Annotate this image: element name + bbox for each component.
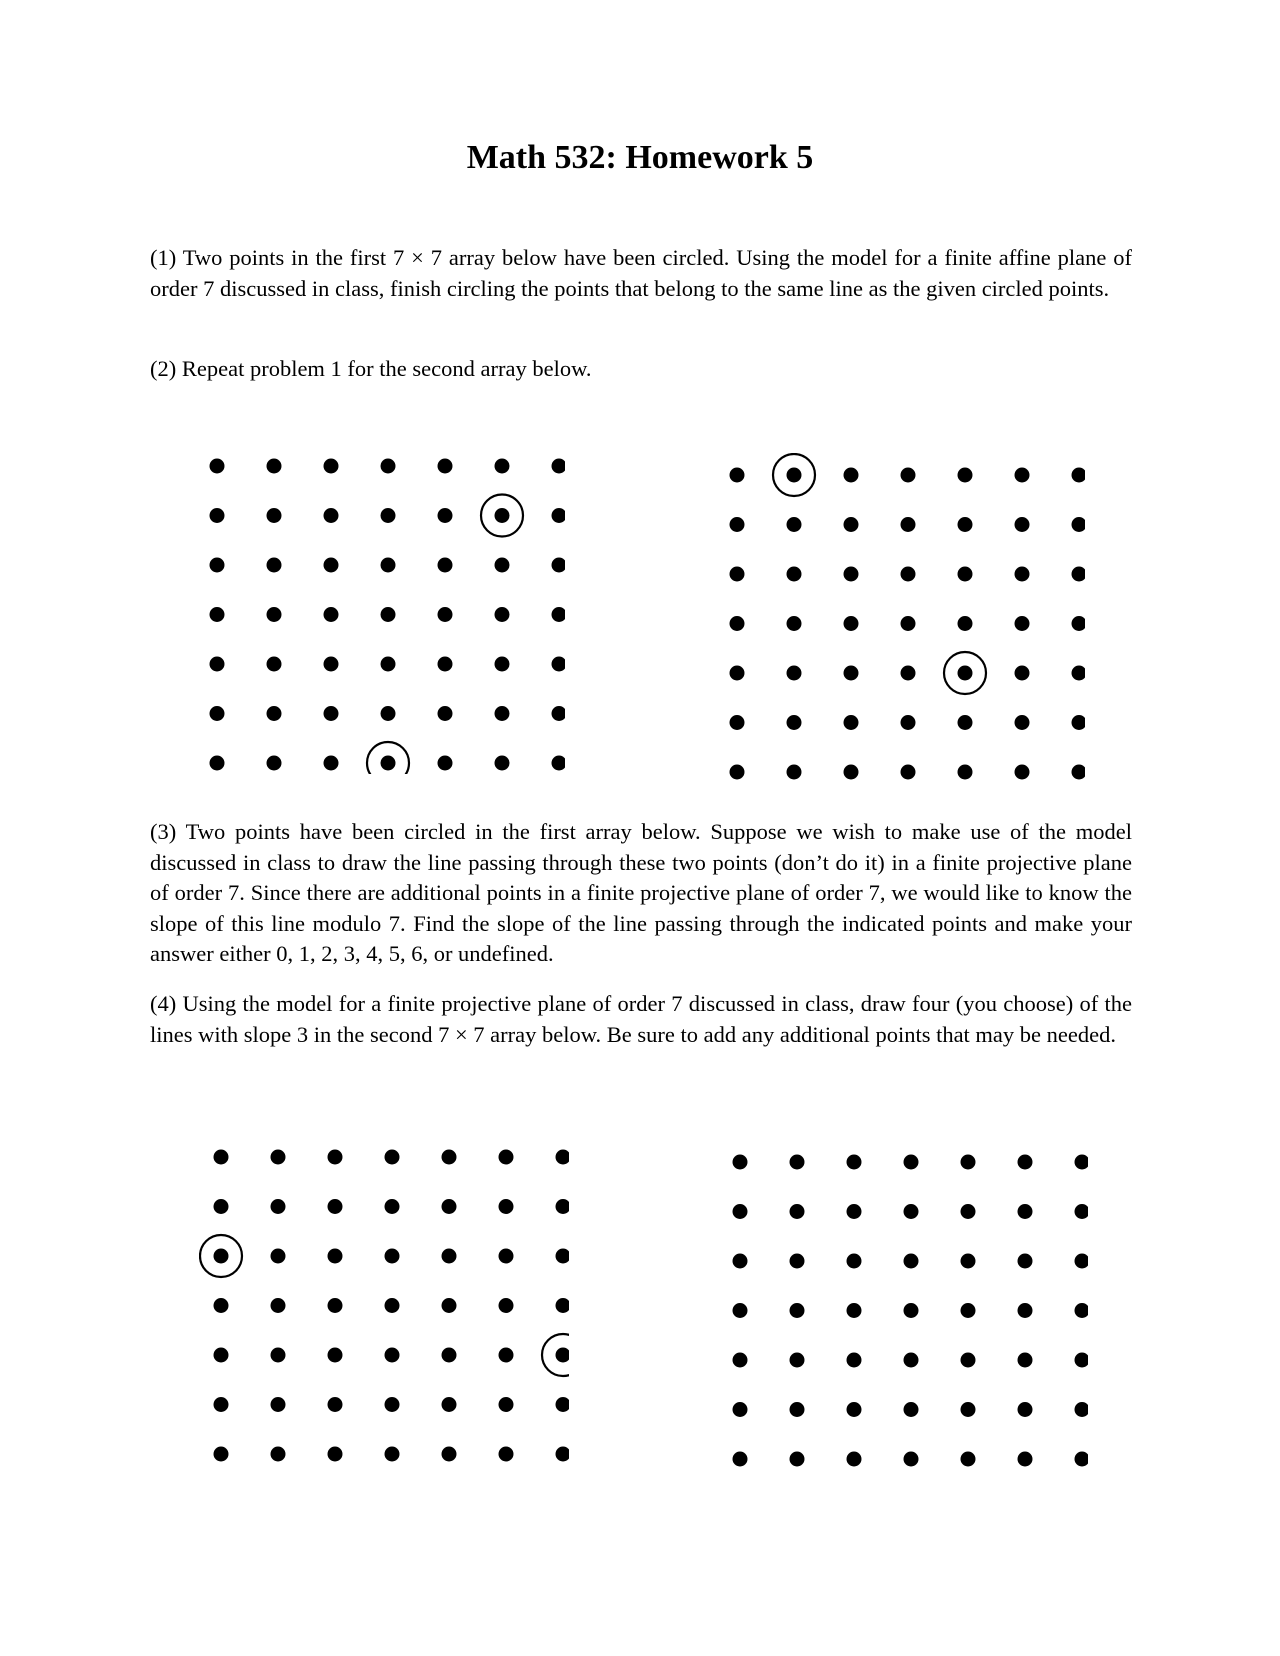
grid-point <box>901 715 916 730</box>
grid-point <box>1072 765 1086 780</box>
grid-point <box>790 1402 805 1417</box>
grid-point <box>787 715 802 730</box>
grid-point <box>438 459 453 474</box>
grid-point <box>787 666 802 681</box>
grid-point <box>1015 517 1030 532</box>
grid-point <box>1018 1303 1033 1318</box>
grid-point <box>271 1199 286 1214</box>
grid-point <box>847 1353 862 1368</box>
grid-point <box>847 1402 862 1417</box>
grid-point <box>267 657 282 672</box>
grid-point <box>844 567 859 582</box>
grid-point <box>381 756 396 771</box>
grid-point <box>210 508 225 523</box>
grid-point <box>438 657 453 672</box>
grid-point <box>499 1150 514 1165</box>
grid-point <box>324 756 339 771</box>
grid-point <box>552 706 566 721</box>
grid-point <box>844 715 859 730</box>
grid-point <box>210 657 225 672</box>
grid-point <box>267 607 282 622</box>
grid-point <box>901 567 916 582</box>
grid-point <box>1018 1254 1033 1269</box>
grid-point <box>1072 616 1086 631</box>
grid-point <box>1072 666 1086 681</box>
problem-1-text: (1) Two points in the first 7 × 7 array below have been circled. Using the model for a finite affine plane of order 7 discussed in class, finish circling the points that belong to the same line as the given circled points. <box>150 245 1132 301</box>
grid-point <box>442 1249 457 1264</box>
grid-point <box>847 1204 862 1219</box>
grid-point <box>214 1447 229 1462</box>
grid-point <box>1018 1155 1033 1170</box>
grid-point <box>267 508 282 523</box>
grid-point <box>495 706 510 721</box>
problem-2-text: (2) Repeat problem 1 for the second array below. <box>150 356 592 381</box>
grid-point <box>499 1447 514 1462</box>
grid-point <box>324 657 339 672</box>
grid-point <box>958 567 973 582</box>
grid-point <box>442 1397 457 1412</box>
grid-point <box>958 616 973 631</box>
grid-point <box>1018 1353 1033 1368</box>
grid-point <box>495 508 510 523</box>
grid-point <box>844 468 859 483</box>
grid-point <box>385 1348 400 1363</box>
page-title: Math 532: Homework 5 <box>466 139 814 176</box>
grid-point <box>1018 1452 1033 1467</box>
dot-array-1 <box>195 444 565 774</box>
grid-point <box>958 715 973 730</box>
grid-point <box>210 459 225 474</box>
grid-point <box>556 1447 570 1462</box>
grid-point <box>787 765 802 780</box>
grid-point <box>904 1254 919 1269</box>
grid-point <box>328 1447 343 1462</box>
grid-point <box>328 1249 343 1264</box>
grid-point <box>552 558 566 573</box>
grid-point <box>381 657 396 672</box>
grid-point <box>381 558 396 573</box>
grid-point <box>733 1204 748 1219</box>
grid-point <box>733 1452 748 1467</box>
grid-point <box>790 1353 805 1368</box>
grid-point <box>438 508 453 523</box>
grid-point <box>324 508 339 523</box>
grid-point <box>958 666 973 681</box>
grid-point <box>495 607 510 622</box>
grid-point <box>328 1298 343 1313</box>
grid-point <box>442 1199 457 1214</box>
grid-point <box>552 657 566 672</box>
grid-point <box>790 1204 805 1219</box>
grid-point <box>210 558 225 573</box>
grid-point <box>556 1348 570 1363</box>
grid-point <box>552 508 566 523</box>
grid-point <box>381 607 396 622</box>
grid-point <box>556 1397 570 1412</box>
grid-point <box>499 1348 514 1363</box>
grid-point <box>790 1254 805 1269</box>
grid-point <box>210 706 225 721</box>
grid-point <box>730 468 745 483</box>
grid-point <box>787 517 802 532</box>
grid-point <box>1075 1204 1089 1219</box>
grid-point <box>442 1298 457 1313</box>
grid-point <box>961 1204 976 1219</box>
grid-point <box>385 1447 400 1462</box>
grid-point <box>385 1249 400 1264</box>
grid-point <box>442 1150 457 1165</box>
grid-point <box>901 666 916 681</box>
grid-point <box>324 607 339 622</box>
grid-point <box>552 459 566 474</box>
grid-point <box>901 616 916 631</box>
grid-point <box>844 666 859 681</box>
grid-point <box>214 1249 229 1264</box>
grid-point <box>438 607 453 622</box>
grid-point <box>1015 468 1030 483</box>
grid-point <box>381 706 396 721</box>
grid-point <box>1015 666 1030 681</box>
grid-point <box>1015 715 1030 730</box>
grid-point <box>730 666 745 681</box>
grid-point <box>442 1348 457 1363</box>
grid-point <box>904 1204 919 1219</box>
grid-point <box>328 1397 343 1412</box>
grid-point <box>328 1150 343 1165</box>
grid-point <box>495 459 510 474</box>
grid-point <box>271 1150 286 1165</box>
grid-point <box>961 1254 976 1269</box>
grid-point <box>787 616 802 631</box>
grid-point <box>556 1150 570 1165</box>
grid-point <box>1075 1353 1089 1368</box>
grid-point <box>499 1249 514 1264</box>
grid-point <box>271 1298 286 1313</box>
grid-point <box>1072 517 1086 532</box>
grid-point <box>271 1348 286 1363</box>
grid-point <box>552 756 566 771</box>
grid-point <box>1015 567 1030 582</box>
grid-point <box>552 607 566 622</box>
grid-point <box>787 567 802 582</box>
grid-point <box>267 706 282 721</box>
grid-point <box>499 1397 514 1412</box>
grid-point <box>904 1353 919 1368</box>
grid-point <box>442 1447 457 1462</box>
grid-point <box>556 1249 570 1264</box>
grid-point <box>730 765 745 780</box>
grid-point <box>1018 1402 1033 1417</box>
grid-point <box>1015 616 1030 631</box>
grid-point <box>1075 1303 1089 1318</box>
grid-point <box>556 1199 570 1214</box>
grid-point <box>271 1249 286 1264</box>
grid-point <box>1075 1254 1089 1269</box>
grid-point <box>730 517 745 532</box>
grid-point <box>904 1402 919 1417</box>
grid-point <box>790 1452 805 1467</box>
grid-point <box>1075 1155 1089 1170</box>
grid-point <box>214 1348 229 1363</box>
grid-point <box>267 756 282 771</box>
grid-point <box>787 468 802 483</box>
grid-point <box>847 1155 862 1170</box>
grid-point <box>904 1155 919 1170</box>
grid-point <box>214 1298 229 1313</box>
grid-point <box>499 1298 514 1313</box>
grid-point <box>324 558 339 573</box>
grid-point <box>499 1199 514 1214</box>
grid-point <box>324 706 339 721</box>
grid-point <box>958 517 973 532</box>
grid-point <box>381 459 396 474</box>
grid-point <box>1072 468 1086 483</box>
grid-point <box>1072 715 1086 730</box>
grid-point <box>733 1402 748 1417</box>
grid-point <box>961 1402 976 1417</box>
grid-point <box>1018 1204 1033 1219</box>
grid-point <box>438 756 453 771</box>
grid-point <box>733 1303 748 1318</box>
grid-point <box>271 1447 286 1462</box>
grid-point <box>844 616 859 631</box>
grid-point <box>733 1254 748 1269</box>
problem-3-text: (3) Two points have been circled in the first array below. Suppose we wish to make use of the model discussed in class to draw the line passing through these two points (don’t do it) in a finite projective plane of order 7. Since there are additional points in a finite projective plane of order 7, we would like to know the slope of this line modulo 7. Find the slope of the line passing through the indicated points and make your answer either 0, 1, 2, 3, 4, 5, 6, or undefined. <box>150 819 1132 966</box>
grid-point <box>385 1298 400 1313</box>
grid-point <box>730 715 745 730</box>
grid-point <box>733 1353 748 1368</box>
grid-point <box>1075 1402 1089 1417</box>
grid-point <box>958 468 973 483</box>
grid-point <box>904 1452 919 1467</box>
grid-point <box>790 1155 805 1170</box>
grid-point <box>1075 1452 1089 1467</box>
grid-point <box>214 1397 229 1412</box>
problem-4-text: (4) Using the model for a finite projective plane of order 7 discussed in class, draw four (you choose) of the lines with slope 3 in the second 7 × 7 array below. Be sure to add any additional points that may be needed. <box>150 991 1132 1047</box>
grid-point <box>901 517 916 532</box>
grid-point <box>328 1199 343 1214</box>
grid-point <box>214 1199 229 1214</box>
grid-point <box>733 1155 748 1170</box>
grid-point <box>385 1199 400 1214</box>
grid-point <box>847 1303 862 1318</box>
grid-point <box>324 459 339 474</box>
grid-point <box>961 1303 976 1318</box>
grid-point <box>1015 765 1030 780</box>
grid-point <box>267 558 282 573</box>
grid-point <box>1072 567 1086 582</box>
grid-point <box>961 1452 976 1467</box>
grid-point <box>556 1298 570 1313</box>
grid-point <box>495 756 510 771</box>
grid-point <box>267 459 282 474</box>
dot-array-2 <box>715 453 1085 783</box>
grid-point <box>961 1353 976 1368</box>
grid-point <box>271 1397 286 1412</box>
grid-point <box>385 1150 400 1165</box>
grid-point <box>844 765 859 780</box>
grid-point <box>214 1150 229 1165</box>
grid-point <box>210 607 225 622</box>
grid-point <box>495 558 510 573</box>
grid-point <box>847 1254 862 1269</box>
grid-point <box>438 558 453 573</box>
grid-point <box>901 765 916 780</box>
grid-point <box>958 765 973 780</box>
grid-point <box>790 1303 805 1318</box>
grid-point <box>381 508 396 523</box>
grid-point <box>210 756 225 771</box>
grid-point <box>961 1155 976 1170</box>
grid-point <box>730 616 745 631</box>
grid-point <box>847 1452 862 1467</box>
grid-point <box>904 1303 919 1318</box>
grid-point <box>844 517 859 532</box>
dot-array-3 <box>199 1135 569 1465</box>
grid-point <box>901 468 916 483</box>
grid-point <box>438 706 453 721</box>
grid-point <box>495 657 510 672</box>
grid-point <box>730 567 745 582</box>
grid-point <box>328 1348 343 1363</box>
dot-array-4 <box>718 1140 1088 1470</box>
grid-point <box>385 1397 400 1412</box>
